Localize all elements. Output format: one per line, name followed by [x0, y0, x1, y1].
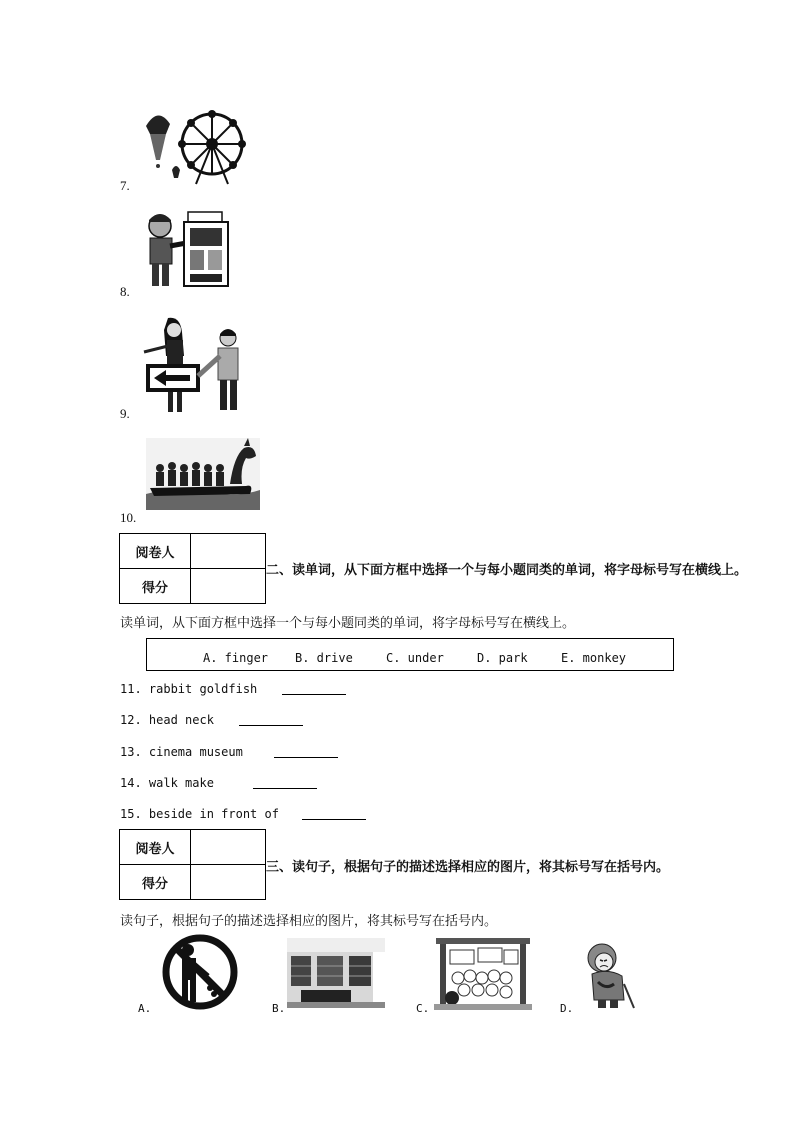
picture-label-a: A. — [138, 1002, 152, 1015]
option-e: E. monkey — [561, 651, 627, 665]
answer-blank-15[interactable] — [302, 819, 366, 820]
question-14: 14. walk make — [120, 776, 214, 790]
answer-blank-11[interactable] — [282, 694, 346, 695]
score-table — [119, 533, 266, 604]
item-number: 8. — [120, 284, 130, 299]
item-number: 7. — [120, 178, 130, 193]
item-number: 10. — [120, 510, 137, 525]
section-instruction: 读句子，根据句子的描述选择相应的图片，将其标号写在括号内。 — [120, 914, 498, 929]
question-15: 15. beside in front of — [120, 807, 279, 821]
question-11: 11. rabbit goldfish — [120, 682, 258, 696]
reviewer-field[interactable] — [191, 534, 266, 569]
picture-label-b: B. — [272, 1002, 286, 1015]
reviewer-label: 阅卷人 — [120, 830, 191, 865]
score-table — [119, 829, 266, 900]
section-instruction: 读单词，从下面方框中选择一个与每小题同类的单词，将字母标号写在横线上。 — [120, 616, 576, 631]
reviewer-field[interactable] — [191, 830, 266, 865]
picture-label-d: D. — [560, 1002, 574, 1015]
option-a: A. finger — [203, 651, 269, 665]
no-littering-sign-icon — [154, 934, 246, 1010]
question-12: 12. head neck — [120, 713, 214, 727]
reviewer-label: 阅卷人 — [120, 534, 191, 569]
boy-ticket-machine-icon — [144, 208, 234, 290]
section-title: 二、读单词，从下面方框中选择一个与每小题同类的单词，将字母标号写在横线上。 — [266, 563, 748, 578]
picture-label-c: C. — [416, 1002, 430, 1015]
sick-old-woman-icon — [578, 938, 640, 1010]
question-13: 13. cinema museum — [120, 745, 243, 759]
score-field[interactable] — [191, 865, 266, 900]
library-room-icon — [287, 938, 385, 1008]
section-title: 三、读句子，根据句子的描述选择相应的图片，将其标号写在括号内。 — [266, 860, 670, 875]
item-number: 9. — [120, 406, 130, 421]
score-field[interactable] — [191, 569, 266, 604]
crowd-queue-icon — [434, 938, 532, 1010]
word-options-box — [146, 638, 674, 671]
ice-cream-ferris-wheel-icon — [140, 104, 250, 188]
asking-directions-icon — [140, 316, 244, 414]
score-label: 得分 — [120, 569, 191, 604]
score-label: 得分 — [120, 865, 191, 900]
dragon-boat-icon — [146, 438, 260, 510]
answer-blank-14[interactable] — [253, 788, 317, 789]
option-c: C. under — [386, 651, 444, 665]
answer-blank-12[interactable] — [239, 725, 303, 726]
option-b: B. drive — [295, 651, 353, 665]
answer-blank-13[interactable] — [274, 757, 338, 758]
option-d: D. park — [477, 651, 528, 665]
